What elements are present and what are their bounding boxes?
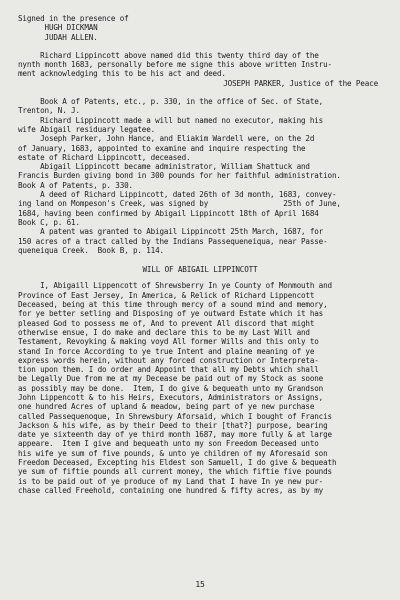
text-line: one hundred Acres of upland & meadow, being part of ye new purchase bbox=[18, 402, 315, 412]
text-line: chase called Freehold, containing one hundred & fifty acres, as by my bbox=[18, 485, 324, 495]
text-line: called Passequenoque, In Shrewsbury Aforsaid, which I bought of Francis bbox=[18, 411, 332, 421]
records-section bbox=[18, 97, 382, 255]
text-line: queneiqua Creek. Book B, p. 114. bbox=[18, 245, 164, 255]
text-line: express words herein, without any forced construction or Interpreta- bbox=[18, 355, 319, 365]
text-line: date ye sixteenth day of ye third month 1687, may more fully & at large bbox=[18, 430, 332, 440]
text-line: as possibly may be done. Item, I do give & bequeath unto my Grandson bbox=[18, 383, 324, 393]
text-line: otherwise ensue, I do make and declare this to be my Last Will and bbox=[18, 327, 310, 337]
text-line: ment acknowledging this to be his act and deed. bbox=[18, 69, 226, 79]
text-line: wife Abigail residuary legatee. bbox=[18, 124, 156, 134]
acknowledgment-paragraph bbox=[18, 51, 382, 88]
text-line: ye sum of fiftie pounds all current money, the which fiftie five pounds bbox=[18, 467, 332, 477]
text-line: John Lippencott & to his Heirs, Executors, Administrators or Assigns, bbox=[18, 392, 324, 402]
text-line: of January, 1683, appointed to examine and inquire respecting the bbox=[18, 143, 306, 153]
text-line: Deceased, being at this time through mercy of a sound mind and memory, bbox=[18, 300, 328, 310]
text-line: Joseph Parker, John Hance, and Eliakim Wardell were, on the 2d bbox=[18, 134, 315, 144]
text-line: tion upon them. I do order and Appoint that all my Debts which shall bbox=[18, 365, 319, 375]
justice-signature: JOSEPH PARKER, Justice of the Peace bbox=[223, 78, 378, 88]
text-line: Trenton, N. J. bbox=[18, 106, 80, 116]
witness-name: JUDAH ALLEN. bbox=[18, 32, 98, 42]
text-line: appeare. Item I give and bequeath unto my son Freedom Deceased unto bbox=[18, 439, 319, 449]
text-line: Abigail Lippincott became administrator, William Shattuck and bbox=[18, 162, 310, 172]
text-line: A deed of Richard Lippincott, dated 26th of 3d month, 1683, convey- bbox=[18, 190, 337, 200]
text-line: Freedom Deceased, Excepting his Eldest son Samuell, I do give & bequeath bbox=[18, 458, 337, 468]
text-line: his wife ye sum of five pounds, & unto ye children of my Aforesaid son bbox=[18, 448, 328, 458]
text-line: estate of Richard Lippincott, deceased. bbox=[18, 152, 191, 162]
text-line: 1684, having been confirmed by Abigail Lippincott 18th of April 1684 bbox=[18, 208, 319, 218]
text-line: Testament, Revoyking & making voyd All former Wills and this only to bbox=[18, 337, 319, 347]
text-line: pleased God to possess me of, And to prevent All discord that might bbox=[18, 318, 315, 328]
text-line: is to be paid out of ye produce of my Land that I have In ye new pur- bbox=[18, 476, 324, 486]
text-line: A patent was granted to Abigail Lippincott 25th March, 1687, for bbox=[18, 227, 324, 237]
text-line: Province of East Jersey, In America, & Relick of Richard Lippencott bbox=[18, 290, 315, 300]
signature-intro: Signed in the presence of bbox=[18, 14, 129, 23]
text-line: ing land on Mompeson's Creek, was signed by 25th of June, bbox=[18, 199, 341, 209]
witness-name: HUGH DICKMAN bbox=[18, 23, 98, 33]
text-line: Book A of Patents, etc., p. 330, in the office of Sec. of State, bbox=[18, 97, 324, 107]
text-line: stand In force According to ye true Intent and plaine meaning of ye bbox=[18, 346, 315, 356]
text-line: nynth month 1683, personally before me signe this above written Instru- bbox=[18, 60, 332, 70]
text-line: Book A of Patents, p. 330. bbox=[18, 180, 133, 190]
will-heading: WILL OF ABIGAIL LIPPINCOTT bbox=[142, 265, 258, 275]
text-line: be Legally Due from me at my Decease be paid out of my Stock as soone bbox=[18, 374, 324, 384]
page-number: 15 bbox=[195, 580, 205, 589]
text-line: for ye better setling and Disposing of ye outward Estate which it has bbox=[18, 309, 324, 319]
text-line: 150 acres of a tract called by the Indians Passequeneiqua, near Passe- bbox=[18, 236, 328, 246]
text-line: Richard Lippincott made a will but named no executor, making his bbox=[18, 115, 324, 125]
text-line: Francis Burden giving bond in 300 pounds for her faithful administration. bbox=[18, 171, 341, 181]
text-line: Book C, p. 61. bbox=[18, 217, 80, 227]
text-line: Jackson & his wife, as by their Deed to their [that?] purpose, bearing bbox=[18, 420, 328, 430]
will-body bbox=[18, 281, 382, 495]
text-line: Richard Lippincott above named did this twenty third day of the bbox=[18, 50, 319, 60]
text-line: I, Abigaill Lippencott of Shrewsberry In ye County of Monmouth and bbox=[18, 281, 332, 291]
